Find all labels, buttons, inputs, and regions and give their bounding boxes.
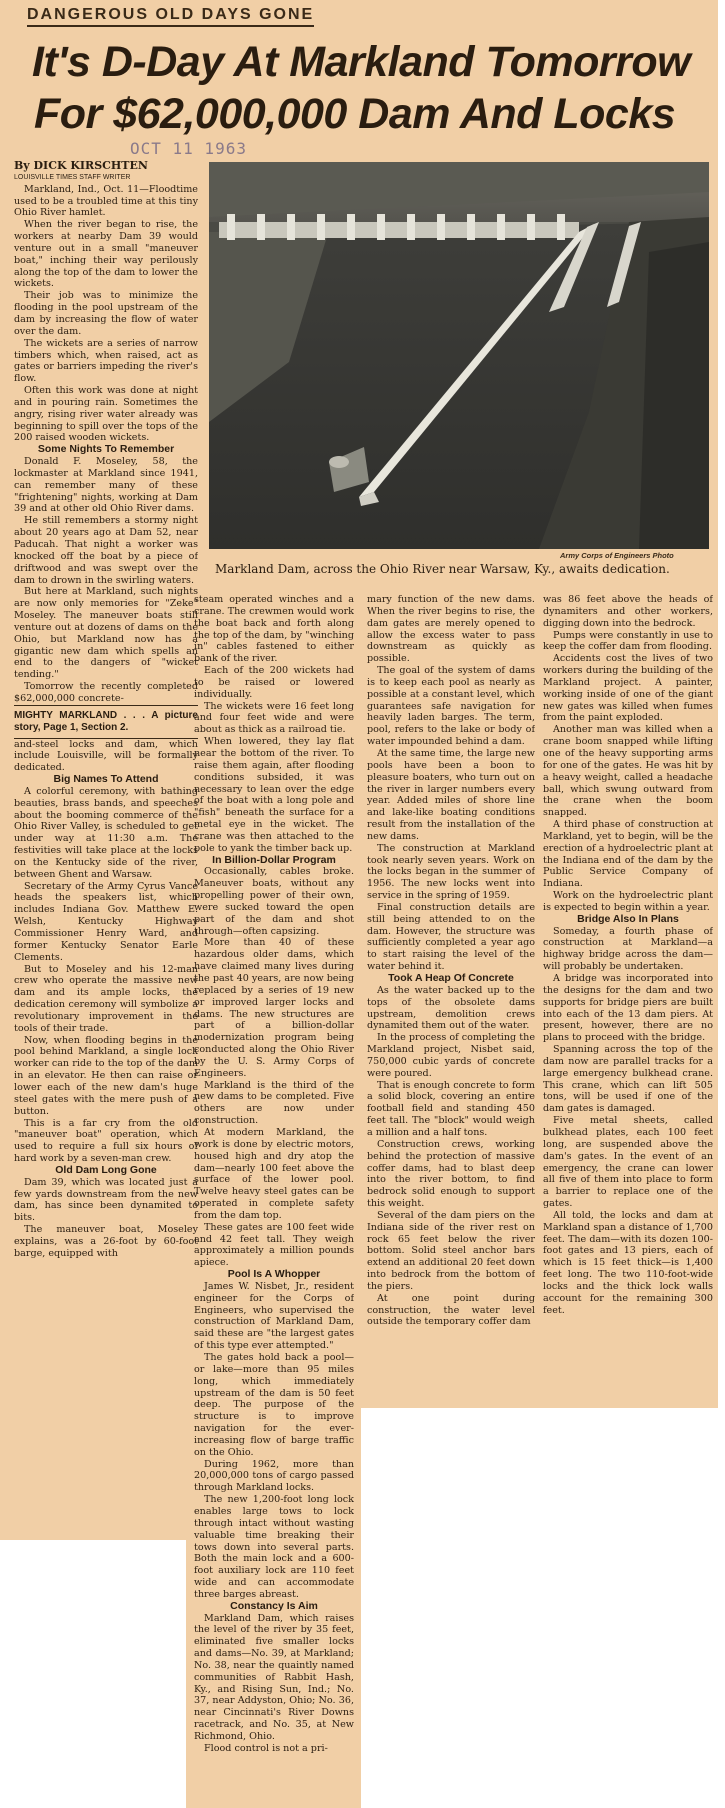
photo-credit: Army Corps of Engineers Photo bbox=[560, 551, 674, 560]
column-1 bbox=[14, 160, 198, 1540]
paragraph: When the river began to rise, the workers at nearby Dam 39 would venture out in a small "maneuver boat," inching their way perilously along the top of the dam to lower the wickets. bbox=[14, 219, 198, 290]
paragraph: Markland, Ind., Oct. 11—Floodtime used to be a troubled time at this tiny Ohio River hamlet. bbox=[14, 183, 198, 219]
paragraph: Often this work was done at night and in pouring rain. Sometimes the angry, rising river water already was beginning to spill over the tops of the 200 raised wooden wickets. bbox=[14, 385, 198, 444]
paragraph: Markland Dam, which raises the level of the river by 35 feet, eliminated five smaller locks and dams—No. 39, at Markland; No. 38, near the quaintly named communities of Rabbit Hash, Ky., and Rising Sun, Ind.; No. 37, near Addyston, Ohio; No. 36, near Cincinnati's River Downs racetrack, and No. 35, at New Richmond, Ohio. bbox=[194, 1612, 354, 1742]
paragraph: This is a far cry from the old "maneuver boat" operation, which used to require a full six hours of hard work by a seven-man crew. bbox=[14, 1117, 198, 1165]
paragraph: A bridge was incorporated into the designs for the dam and two supports for bridge piers are built into each of the 13 dam piers. At present, however, there are no plans to proceed with the bridge. bbox=[543, 973, 713, 1044]
paragraph: The new 1,200-foot long lock enables large tows to lock through intact without wasting valuable time breaking their tows down into several parts. Both the main lock and a 600-foot auxiliary lock are 110 feet wide and can accommodate three barges abreast. bbox=[194, 1494, 354, 1600]
paragraph: Accidents cost the lives of two workers during the building of the Markland project. A painter, working inside of one of the giant new gates was killed when fumes from the paint exploded. bbox=[543, 653, 713, 724]
paragraph: A colorful ceremony, with bathing beauties, brass bands, and speeches about the booming commerce of the Ohio River Valley, is scheduled to get under way at 11:30 a.m. The festivities will take place at the locks on the Kentucky side of the river, between Ghent and Warsaw. bbox=[14, 785, 198, 880]
paragraph: Donald F. Moseley, 58, the lockmaster at Markland since 1941, can remember many of these "frightening" nights, working at Dam 39 and at other old Ohio River dams. bbox=[14, 456, 198, 515]
paragraph: Flood control is not a pri- bbox=[204, 1742, 328, 1754]
paragraph: Secretary of the Army Cyrus Vance heads the speakers list, which includes Indiana Gov. Matthew E. Welsh, Kentucky Highway Commissioner Henry Ward, and former Kentucky Senator Earle Clements. bbox=[14, 880, 198, 963]
column-4 bbox=[543, 594, 713, 1404]
subhead-long: Old Dam Long Gone bbox=[55, 1163, 157, 1176]
paragraph: A third phase of construction at Markland, yet to begin, will be the erection of a hydroelectric plant at the Indiana end of the dam by the Public Service Company of Indiana. bbox=[543, 819, 713, 890]
paragraph: Each of the 200 wickets had to be raised or lowered individually. bbox=[194, 665, 354, 700]
paragraph: Five metal sheets, called bulkhead plates, each 100 feet long, are suspended above the dam's gates. In the event of an emergency, the crane can lower all five of them into place to form a barrier to replace one of the gates. bbox=[543, 1115, 713, 1210]
paragraph: Work on the hydroelectric plant is expected to begin within a year. bbox=[543, 890, 713, 913]
paragraph: He still remembers a stormy night about 20 years ago at Dam 52, near Paducah. That night a worker was knocked off the boat by a piece of driftwood and was swept over the dam to drown in the swirling waters. bbox=[14, 515, 198, 586]
paragraph: But here at Markland, such nights are now only memories for "Zeke" Moseley. The maneuver boats still venture out at dozens of dams on the Ohio, but Markland now has a gigantic new dam which spells an end to the dangers of "wicket tending." bbox=[14, 586, 198, 681]
subhead-billion: In Billion-Dollar Program bbox=[212, 853, 336, 866]
subhead-heap: Took A Heap Of Concrete bbox=[388, 972, 514, 984]
paragraph: Someday, a fourth phase of construction at Markland—a highway bridge across the dam—will probably be undertaken. bbox=[543, 925, 713, 973]
paragraph: When lowered, they lay flat near the bottom of the river. To raise them again, after flooding conditions subsided, it was necessary to lean over the edge of the boat with a long pole and "fish" beneath the surface for a metal eye in the wicket. The crane was then attached to the pole to yank the timber back up. bbox=[194, 736, 354, 854]
headline-line1: It's D-Day At Markland Tomorrow bbox=[32, 38, 691, 86]
paragraph: Their job was to minimize the flooding in the pool upstream of the dam by increasing the flow of water over the dam. bbox=[14, 290, 198, 337]
paragraph: The construction at Markland took nearly seven years. Work on the locks began in the summer of 1956. The new locks went into service in the spring of 1959. bbox=[367, 842, 535, 902]
subhead-names: Big Names To Attend bbox=[53, 773, 159, 786]
paragraph: That is enough concrete to form a solid block, covering an entire football field and standing 450 feet tall. The "block" would weigh a million and a half tons. bbox=[367, 1079, 535, 1138]
subhead-bridge: Bridge Also In Plans bbox=[577, 912, 679, 925]
paragraph: Markland is the third of the new dams to be completed. Five others are now under construction. bbox=[194, 1079, 354, 1127]
paragraph: James W. Nisbet, Jr., resident engineer for the Corps of Engineers, who supervised the construction of Markland Dam, said these are "the largest gates of this type ever attempted." bbox=[194, 1280, 354, 1352]
paragraph: At one point during construction, the water level outside the temporary coffer dam bbox=[367, 1292, 535, 1328]
paragraph: But to Moseley and his 12-man crew who operate the massive new dam and its ample locks, the dedication ceremony will symbolize a revolutionary improvement in the tools of their trade. bbox=[14, 963, 198, 1034]
paragraph: Occasionally, cables broke. Maneuver boats, without any propelling power of their own, were sucked toward the open part of the dam and shot through—often capsizing. bbox=[194, 866, 354, 937]
paragraph: These gates are 100 feet wide and 42 feet tall. They weigh approximately a million pounds apiece. bbox=[194, 1221, 354, 1269]
date-stamp: OCT 11 1963 bbox=[130, 139, 247, 158]
paragraph: Another man was killed when a crane boom snapped while lifting one of the heavy supporting arms for one of the gates. He was hit by a heavy weight, called a headache ball, which swung outward from the crane when the boom snapped. bbox=[543, 724, 713, 819]
photo-caption: Markland Dam, across the Ohio River near Warsaw, Ky., awaits dedication. bbox=[215, 562, 670, 576]
paragraph: Several of the dam piers on the Indiana side of the river rest on rock 65 feet below the river bottom. Solid steel anchor bars extend an additional 20 feet down into bedrock from the bottom of the piers. bbox=[367, 1209, 535, 1292]
paragraph: Now, when flooding begins in the pool behind Markland, a single lock worker can ride to the top of the dam in an elevator. He then can raise or lower each of the new dam's huge steel gates with the mere push of a button. bbox=[14, 1034, 198, 1117]
kicker: DANGEROUS OLD DAYS GONE bbox=[27, 6, 314, 27]
paragraph: Tomorrow the recently completed $62,000,000 concrete- bbox=[14, 681, 198, 704]
paragraph: Pumps were constantly in use to keep the coffer dam from flooding. bbox=[543, 629, 713, 653]
paragraph: Dam 39, which was located just a few yards downstream from the new dam, has since been dynamited to bits. bbox=[14, 1176, 198, 1224]
paragraph: was 86 feet above the heads of dynamiters and other workers, digging down into the bedrock. bbox=[543, 594, 713, 629]
subhead-nights: Some Nights To Remember bbox=[37, 443, 175, 456]
promo-box: MIGHTY MARKLAND . . . A picture story, Page 1, Section 2. bbox=[14, 705, 198, 739]
headline-line2: For $62,000,000 Dam And Locks bbox=[34, 90, 676, 138]
paragraph: At modern Markland, the work is done by electric motors, housed high and dry atop the dam—nearly 100 feet above the surface of the lower pool. Twelve heavy steel gates can be operated in complete safety from the dam top. bbox=[194, 1126, 354, 1221]
dam-photo bbox=[209, 162, 709, 549]
paragraph: and-steel locks and dam, which include Louisville, will be formally dedicated. bbox=[14, 738, 198, 774]
paragraph: At the same time, the large new pools have been a boon to pleasure boaters, who turn out on the river in larger numbers every year. Added miles of shore line and lake-like boating conditions result from the installation of the new dams. bbox=[367, 747, 535, 842]
byline: By DICK KIRSCHTEN bbox=[14, 160, 148, 172]
paragraph: During 1962, more than 20,000,000 tons of cargo passed through Markland locks. bbox=[194, 1458, 354, 1494]
paragraph: The maneuver boat, Moseley explains, was a 26-foot by 60-foot barge, equipped with bbox=[14, 1224, 198, 1259]
byline-credit: LOUISVILLE TIMES STAFF WRITER bbox=[14, 173, 131, 181]
paragraph: mary function of the new dams. When the river begins to rise, the dam gates are merely opened to allow the excess water to pass downstream as quickly as possible. bbox=[367, 594, 535, 665]
subhead-constancy: Constancy Is Aim bbox=[230, 1599, 318, 1612]
paragraph: Construction crews, working behind the protection of massive coffer dams, had to blast deep into the river bottom, to find bedrock solid enough to support this weight. bbox=[367, 1138, 535, 1210]
paragraph: All told, the locks and dam at Markland span a distance of 1,700 feet. The dam—with its dozen 100-foot gates and 13 piers, each of which is 15 feet thick—is 1,400 feet long. The two 110-foot-wide locks and the thick lock walls account for the remaining 300 feet. bbox=[543, 1209, 713, 1316]
paragraph: The gates hold back a pool—or lake—more than 95 miles long, which immediately upstream of the dam is 50 feet deep. The purpose of the structure is to improve navigation for the ever-increasing flow of barge traffic on the Ohio. bbox=[194, 1352, 354, 1458]
paragraph: The goal of the system of dams is to keep each pool as nearly as possible at a constant level, which guarantees safe navigation for heavily laden barges. The term, pool, refers to the lake or body of water impounded behind a dam. bbox=[367, 665, 535, 748]
paragraph: steam operated winches and a crane. The crewmen would work the boat back and forth along the top of the dam, by "winching in" cables fastened to either bank of the river. bbox=[194, 594, 354, 665]
paragraph: Final construction details are still being attended to on the dam. However, the structure was sufficiently completed a year ago to start raising the level of the water behind it. bbox=[367, 901, 535, 973]
paragraph: The wickets are a series of narrow timbers which, when raised, act as gates or barriers impeding the river's flow. bbox=[14, 337, 198, 385]
paragraph: In the process of completing the Markland project, Nisbet said, 750,000 cubic yards of concrete were poured. bbox=[367, 1032, 535, 1079]
paragraph: As the water backed up to the tops of the obsolete dams upstream, demolition crews dynamited them out of the water. bbox=[367, 984, 535, 1032]
paragraph: More than 40 of these hazardous older dams, which have claimed many lives during the past 40 years, are now being replaced by a series of 19 new or improved larger locks and dams. The new structures are part of a billion-dollar modernization program being conducted along the Ohio River by the U. S. Army Corps of Engineers. bbox=[194, 937, 354, 1079]
column-2 bbox=[194, 594, 354, 1802]
paragraph: Spanning across the top of the dam now are parallel tracks for a large emergency bulkhead crane. This crane, which can lift 505 tons, will be used if one of the dam gates is damaged. bbox=[543, 1044, 713, 1115]
column-3 bbox=[367, 594, 535, 1404]
paragraph: The wickets were 16 feet long and four feet wide and were about as thick as a railroad tie. bbox=[194, 700, 354, 736]
subhead-whopper: Pool Is A Whopper bbox=[227, 1268, 321, 1281]
